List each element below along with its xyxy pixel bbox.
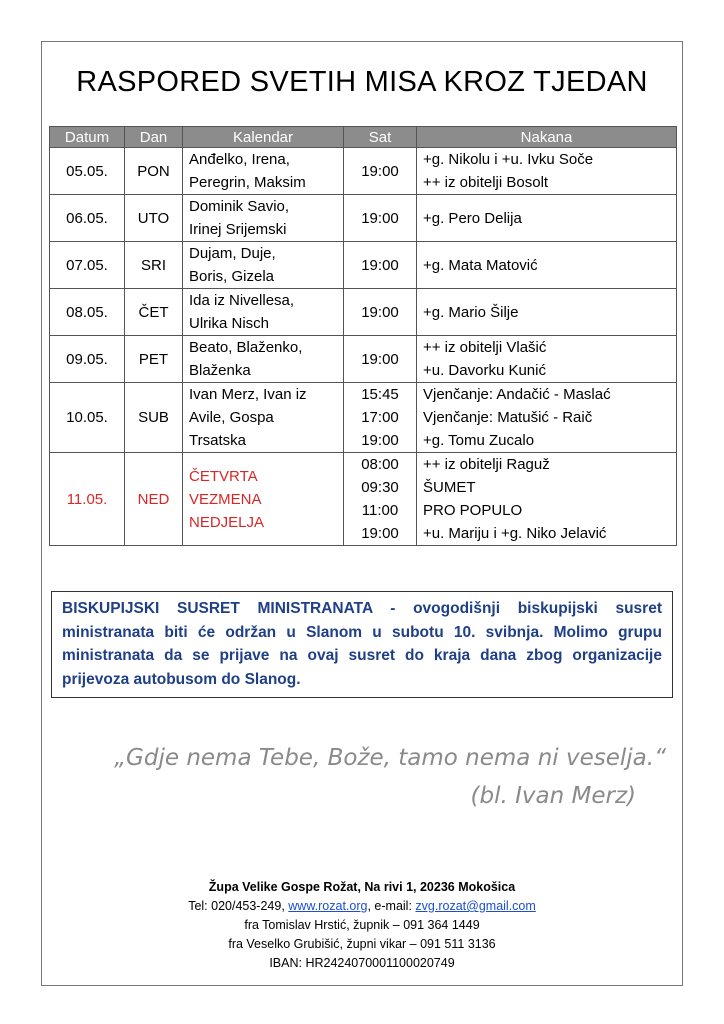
row-time: 19:00 (344, 148, 417, 195)
row-intention: ++ iz obitelji Vlašić +u. Davorku Kunić (417, 336, 677, 383)
row-day: SRI (125, 242, 183, 289)
table-row (50, 195, 677, 242)
row-date: 05.05. (50, 148, 125, 195)
row-calendar: Dujam, Duje, Boris, Gizela (183, 242, 344, 289)
notice-heading: BISKUPIJSKI SUSRET MINISTRANATA (62, 600, 373, 617)
column-header-sat: Sat (344, 127, 417, 148)
row-date: 09.05. (50, 336, 125, 383)
column-header-nakana: Nakana (417, 127, 677, 148)
page-title: RASPORED SVETIH MISA KROZ TJEDAN (76, 66, 648, 98)
table-row (50, 453, 677, 546)
priest-contact: fra Tomislav Hrstić, župnik – 091 364 1449 (244, 918, 480, 932)
row-calendar: Ivan Merz, Ivan iz Avile, Gospa Trsatska (183, 383, 344, 453)
email-link[interactable]: zvg.rozat@gmail.com (415, 899, 536, 913)
row-date: 11.05. (50, 453, 125, 546)
row-intention: +g. Mario Šilje (417, 289, 677, 336)
table-row (50, 148, 677, 195)
quote-text: „Gdje nema Tebe, Bože, tamo nema ni veselja.“ (114, 745, 666, 771)
row-date: 06.05. (50, 195, 125, 242)
iban: IBAN: HR2424070001100020749 (269, 956, 455, 970)
table-header-row (50, 127, 677, 148)
row-day: SUB (125, 383, 183, 453)
row-intention: +g. Pero Delija (417, 195, 677, 242)
quote-author: (bl. Ivan Merz) (470, 783, 636, 809)
vicar-contact: fra Veselko Grubišić, župni vikar – 091 511 3136 (228, 937, 496, 951)
row-intention: +g. Nikolu i +u. Ivku Soče ++ iz obitelji Bosolt (417, 148, 677, 195)
row-intention: Vjenčanje: Andačić - Maslać Vjenčanje: Matušić - Raič +g. Tomu Zucalo (417, 383, 677, 453)
parish-address: Župa Velike Gospe Rožat, Na rivi 1, 20236 Mokošica (208, 880, 516, 894)
row-day: ČET (125, 289, 183, 336)
table-row (50, 289, 677, 336)
row-time: 19:00 (344, 289, 417, 336)
row-intention: ++ iz obitelji Raguž ŠUMET PRO POPULO +u. Mariju i +g. Niko Jelavić (417, 453, 677, 546)
row-time: 19:00 (344, 195, 417, 242)
table-row (50, 242, 677, 289)
row-calendar: Beato, Blaženko, Blaženka (183, 336, 344, 383)
website-link[interactable]: www.rozat.org (288, 899, 368, 913)
row-intention: +g. Mata Matović (417, 242, 677, 289)
row-time: 08:00 09:30 11:00 19:00 (344, 453, 417, 546)
row-calendar: ČETVRTA VEZMENA NEDJELJA (183, 453, 344, 546)
row-calendar: Dominik Savio, Irinej Srijemski (183, 195, 344, 242)
row-day: NED (125, 453, 183, 546)
table-row (50, 383, 677, 453)
mass-schedule-table (49, 126, 677, 546)
column-header-kalendar: Kalendar (183, 127, 344, 148)
row-time: 15:45 17:00 19:00 (344, 383, 417, 453)
table-row (50, 336, 677, 383)
row-day: PON (125, 148, 183, 195)
contact-line (0, 897, 724, 916)
column-header-datum: Datum (50, 127, 125, 148)
footer (0, 878, 724, 973)
row-date: 08.05. (50, 289, 125, 336)
row-calendar: Ida iz Nivellesa, Ulrika Nisch (183, 289, 344, 336)
row-day: UTO (125, 195, 183, 242)
phone-text: Tel: 020/453-249, (188, 899, 289, 913)
row-day: PET (125, 336, 183, 383)
row-calendar: Anđelko, Irena, Peregrin, Maksim (183, 148, 344, 195)
row-date: 07.05. (50, 242, 125, 289)
notice-box (51, 591, 673, 698)
row-time: 19:00 (344, 242, 417, 289)
row-time: 19:00 (344, 336, 417, 383)
row-date: 10.05. (50, 383, 125, 453)
notice-text: - ovogodišnji biskupijski susret ministranata biti će održan u Slanom u subotu 10. svibnja. Molimo grupu ministranata da se prijave na ovaj susret do kraja dana zbog organizacije prijevoza autobusom do Slanog. (62, 600, 662, 688)
column-header-dan: Dan (125, 127, 183, 148)
email-label: , e-mail: (367, 899, 416, 913)
